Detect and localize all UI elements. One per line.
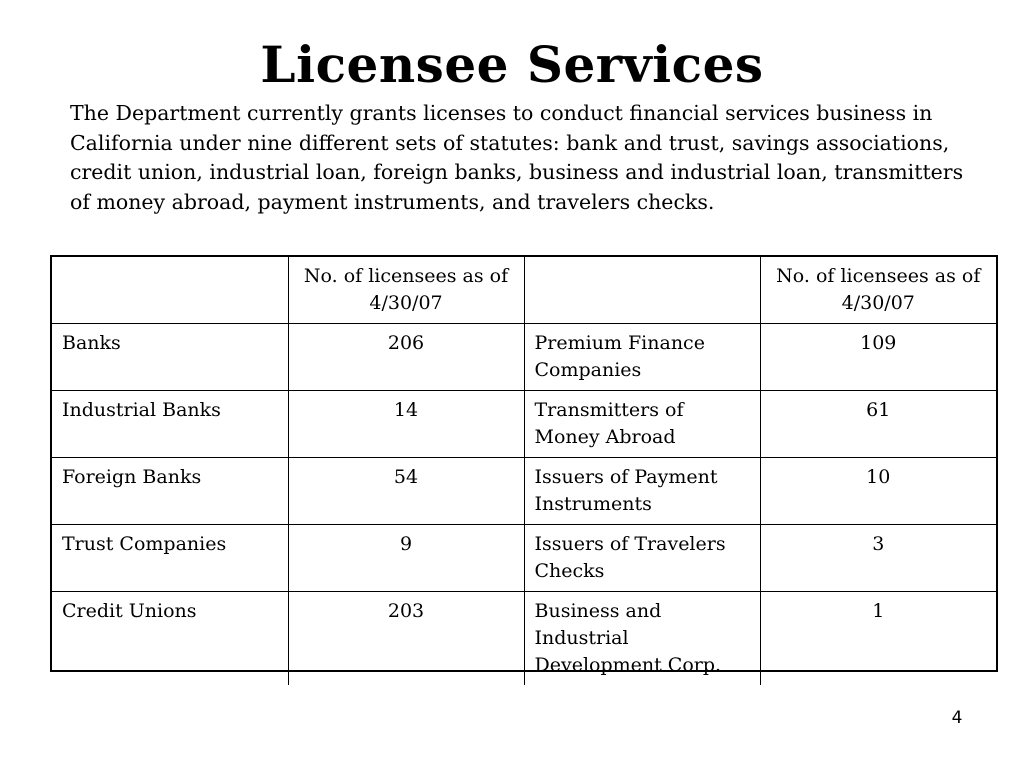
table-row xyxy=(52,391,996,458)
row-right-count: 61 xyxy=(760,391,996,458)
table-row xyxy=(52,458,996,525)
row-left-label: Credit Unions xyxy=(52,592,288,686)
row-right-count: 10 xyxy=(760,458,996,525)
table-header-row xyxy=(52,257,996,324)
row-left-count: 206 xyxy=(288,324,524,391)
header-cell-count-right: No. of licensees as of 4/30/07 xyxy=(760,257,996,324)
table-row xyxy=(52,324,996,391)
licensees-table xyxy=(52,257,996,685)
row-left-label: Foreign Banks xyxy=(52,458,288,525)
slide-title: Licensee Services xyxy=(260,35,764,94)
row-left-count: 203 xyxy=(288,592,524,686)
row-right-count: 3 xyxy=(760,525,996,592)
licensees-table-container xyxy=(50,255,998,676)
row-right-label: Issuers of Payment Instruments xyxy=(524,458,760,525)
row-right-label: Premium Finance Companies xyxy=(524,324,760,391)
row-right-label: Business and Industrial Development Corp. xyxy=(524,592,760,686)
table-row xyxy=(52,525,996,592)
row-right-count: 109 xyxy=(760,324,996,391)
row-left-label: Trust Companies xyxy=(52,525,288,592)
intro-paragraph: The Department currently grants licenses to conduct financial services business in California under nine different sets of statutes: bank and trust, savings associations, credit union, industrial loan, foreign banks, business and industrial loan, transmitters of money abroad, payment instruments, and travelers checks. xyxy=(70,101,964,214)
row-left-label: Banks xyxy=(52,324,288,391)
row-right-label: Transmitters of Money Abroad xyxy=(524,391,760,458)
header-cell-count-left: No. of licensees as of 4/30/07 xyxy=(288,257,524,324)
row-left-count: 54 xyxy=(288,458,524,525)
row-left-count: 14 xyxy=(288,391,524,458)
table-row xyxy=(52,592,996,686)
row-right-label: Issuers of Travelers Checks xyxy=(524,525,760,592)
page-number: 4 xyxy=(951,708,963,728)
row-right-count: 1 xyxy=(760,592,996,686)
header-cell-empty-left xyxy=(52,257,288,324)
header-cell-empty-right xyxy=(524,257,760,324)
row-left-label: Industrial Banks xyxy=(52,391,288,458)
row-left-count: 9 xyxy=(288,525,524,592)
